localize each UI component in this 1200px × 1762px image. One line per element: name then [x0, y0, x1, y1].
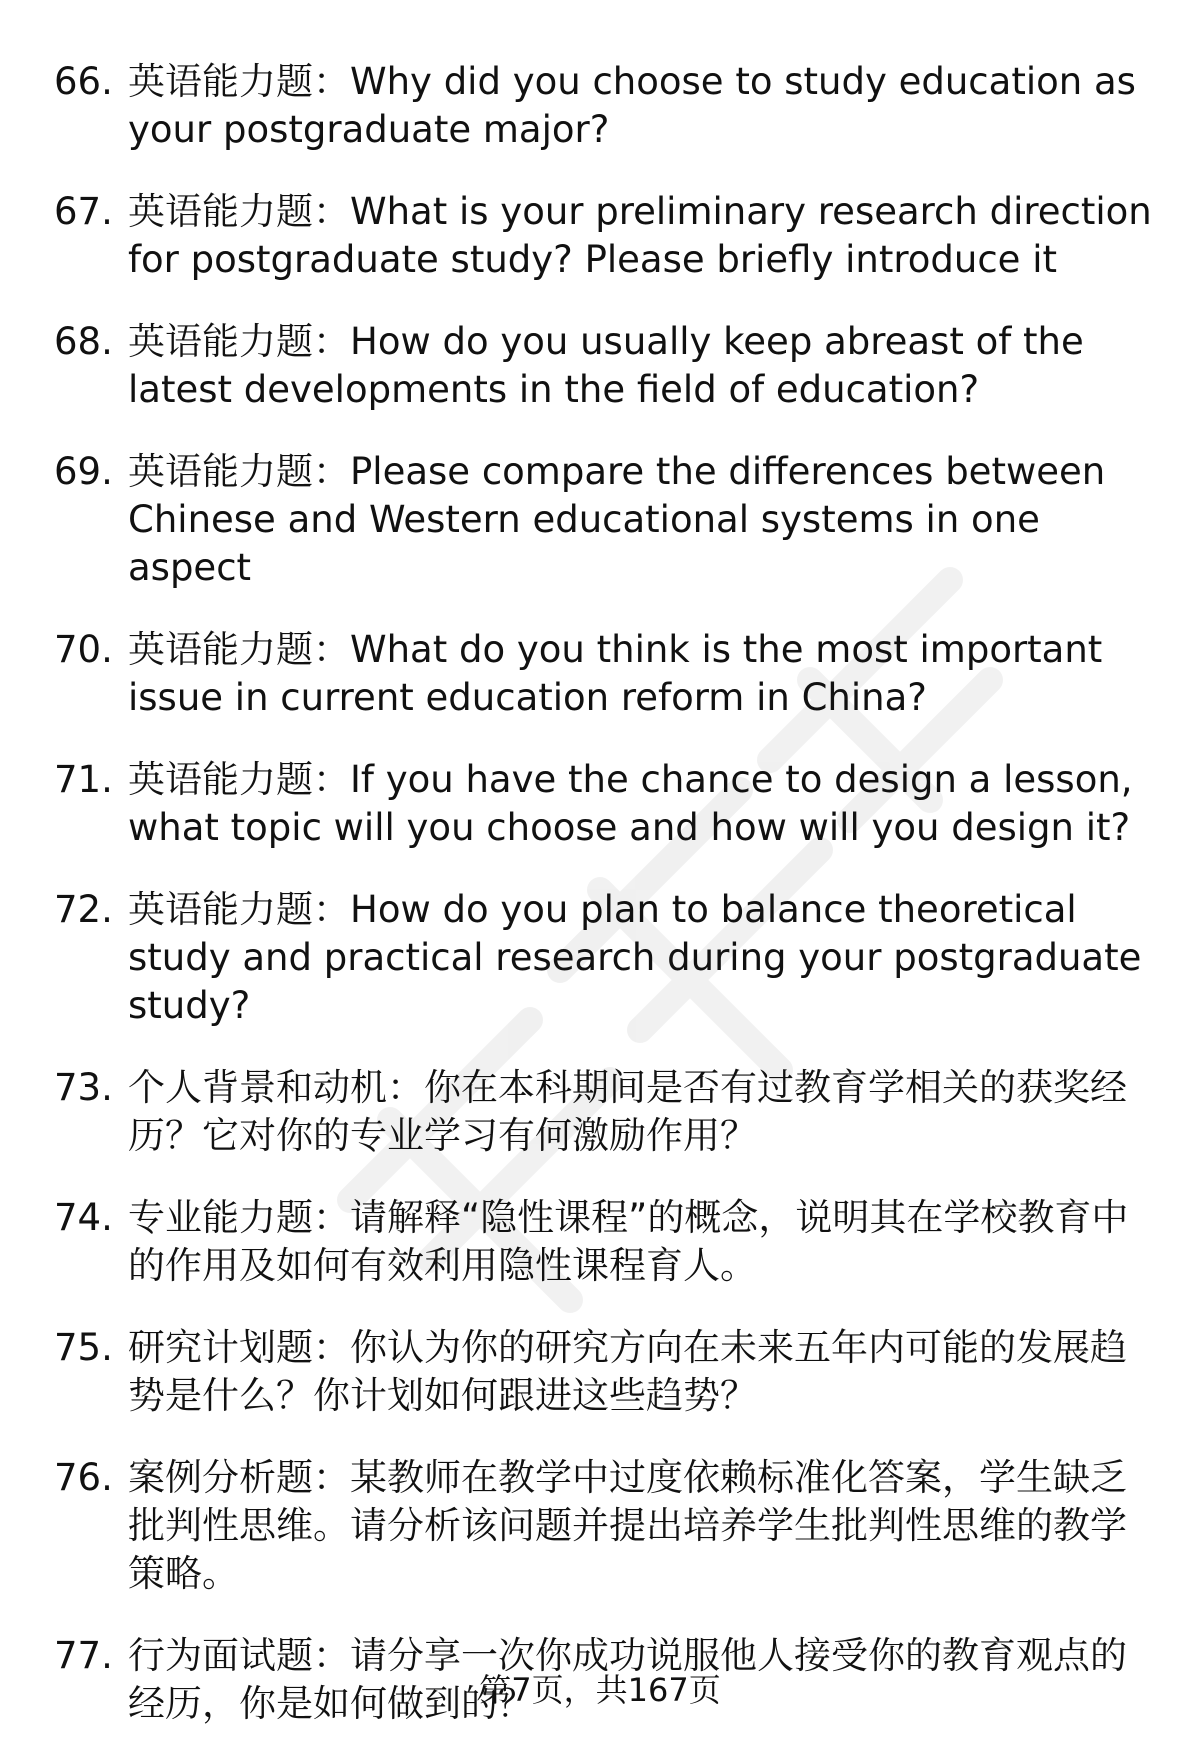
question-text: 你认为你的研究方向在未来五年内可能的发展趋势是什么？你计划如何跟进这些趋势？	[128, 1326, 1127, 1417]
question-category: 英语能力题：	[128, 628, 350, 671]
question-body	[128, 626, 1158, 722]
question-number: 66.	[54, 60, 113, 103]
question-body	[128, 318, 1158, 414]
question-body	[128, 756, 1158, 852]
question-item	[0, 1064, 1200, 1160]
question-number: 68.	[54, 320, 113, 363]
question-text: 你在本科期间是否有过教育学相关的获奖经历？它对你的专业学习有何激励作用？	[128, 1066, 1127, 1157]
question-body	[128, 1324, 1158, 1420]
question-text: Please compare the differences between Chinese and Western educational systems in one aspect	[128, 450, 1106, 589]
question-category: 英语能力题：	[128, 190, 350, 233]
question-category: 行为面试题：	[128, 1634, 350, 1677]
question-item	[0, 448, 1200, 592]
question-item	[0, 58, 1200, 154]
question-number: 69.	[54, 450, 113, 493]
question-category: 英语能力题：	[128, 60, 350, 103]
question-category: 专业能力题：	[128, 1196, 350, 1239]
question-body	[128, 1194, 1158, 1290]
question-category: 个人背景和动机：	[128, 1066, 424, 1109]
question-text: How do you plan to balance theoretical study and practical research during your postgraduate study?	[128, 888, 1142, 1027]
question-body	[128, 448, 1158, 592]
question-body	[128, 58, 1158, 154]
question-number: 70.	[54, 628, 113, 671]
question-number: 73.	[54, 1066, 113, 1109]
question-list	[0, 58, 1200, 1762]
question-text: What is your preliminary research direction for postgraduate study? Please briefly introduce it	[128, 190, 1152, 281]
question-category: 案例分析题：	[128, 1456, 350, 1499]
question-item	[0, 1324, 1200, 1420]
question-item	[0, 1194, 1200, 1290]
question-number: 75.	[54, 1326, 113, 1369]
question-number: 71.	[54, 758, 113, 801]
question-body	[128, 1064, 1158, 1160]
page-footer: 第7页，共167页	[479, 1671, 721, 1709]
question-number: 76.	[54, 1456, 113, 1499]
question-item	[0, 318, 1200, 414]
question-number: 72.	[54, 888, 113, 931]
question-item	[0, 188, 1200, 284]
question-text: How do you usually keep abreast of the latest developments in the field of education?	[128, 320, 1084, 411]
question-item	[0, 626, 1200, 722]
question-category: 英语能力题：	[128, 320, 350, 363]
question-text: 请分享一次你成功说服他人接受你的教育观点的经历，你是如何做到的？	[128, 1634, 1127, 1725]
question-item	[0, 756, 1200, 852]
question-category: 研究计划题：	[128, 1326, 350, 1369]
question-number: 67.	[54, 190, 113, 233]
question-text: Why did you choose to study education as your postgraduate major?	[128, 60, 1136, 151]
question-body	[128, 188, 1158, 284]
question-text: 请解释“隐性课程”的概念，说明其在学校教育中的作用及如何有效利用隐性课程育人。	[128, 1196, 1129, 1287]
question-item	[0, 886, 1200, 1030]
question-text: What do you think is the most important issue in current education reform in China?	[128, 628, 1103, 719]
question-body	[128, 1454, 1158, 1598]
question-number: 74.	[54, 1196, 113, 1239]
question-text: 某教师在教学中过度依赖标准化答案，学生缺乏批判性思维。请分析该问题并提出培养学生批判性思维的教学策略。	[128, 1456, 1127, 1595]
question-category: 英语能力题：	[128, 888, 350, 931]
question-category: 英语能力题：	[128, 450, 350, 493]
question-body	[128, 886, 1158, 1030]
question-text: If you have the chance to design a lesson, what topic will you choose and how will you design it?	[128, 758, 1133, 849]
question-item	[0, 1454, 1200, 1598]
question-category: 英语能力题：	[128, 758, 350, 801]
question-number: 77.	[54, 1634, 113, 1677]
